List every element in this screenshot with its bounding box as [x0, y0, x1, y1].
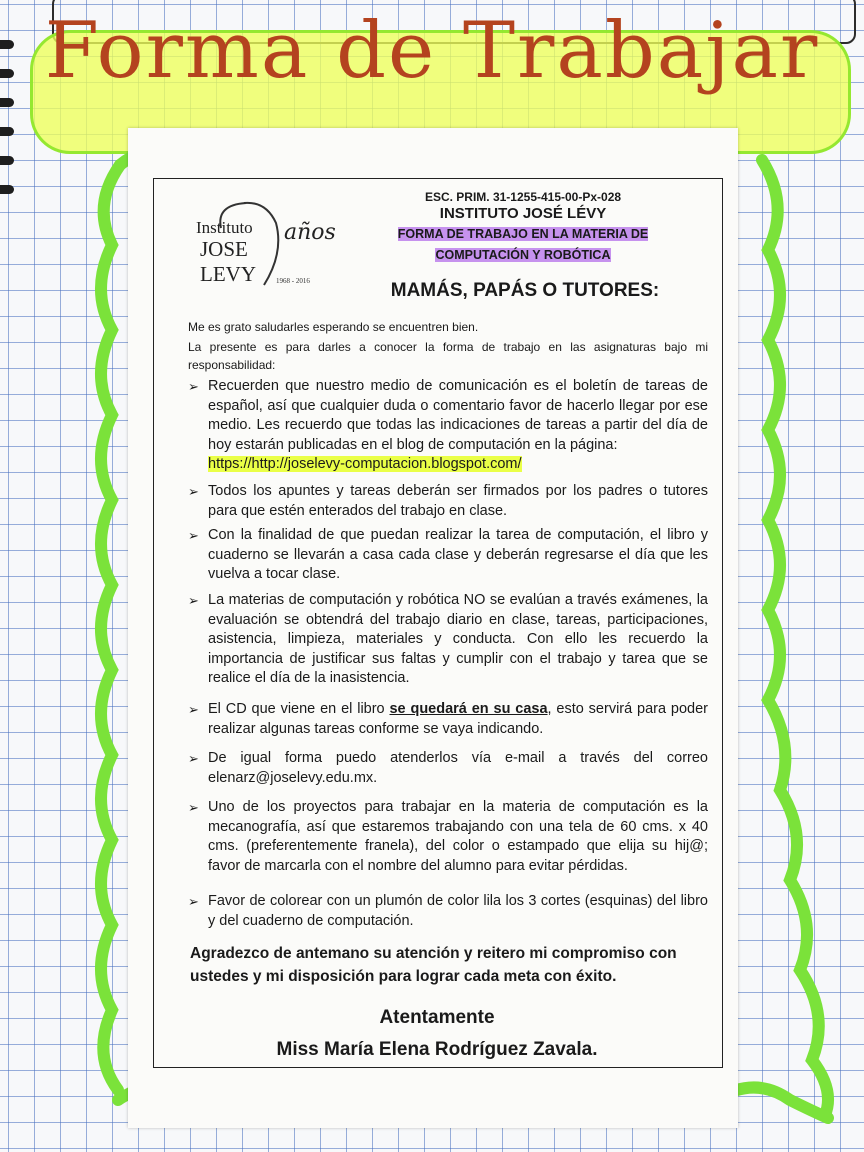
- subject-line-1: FORMA DE TRABAJO EN LA MATERIA DE: [397, 227, 649, 241]
- list-item: ➢ De igual forma puedo atenderlos vía e-mail a través del correo elenarz@joselevy.edu.mx.: [188, 750, 708, 786]
- arrow-bullet-icon: ➢: [188, 593, 199, 608]
- logo-word-instituto: Instituto: [196, 218, 253, 237]
- logo-years: 1968 - 2016: [276, 277, 310, 285]
- audience-heading: MAMÁS, PAPÁS O TUTORES:: [390, 280, 660, 301]
- blog-link[interactable]: https://http://joselevy-computacion.blogspot.com/: [208, 456, 522, 473]
- greeting: Me es grato saludarles esperando se encuentren bien.: [188, 320, 479, 334]
- logo-word-anos: años: [284, 220, 336, 245]
- page-title: Forma de Trabajar: [44, 6, 820, 96]
- subject-line-2: COMPUTACIÓN Y ROBÓTICA: [435, 248, 611, 262]
- purpose: La presente es para darles a conocer la forma de trabajo en las asignaturas bajo mi responsabilidad:: [188, 340, 708, 372]
- arrow-bullet-icon: ➢: [188, 702, 199, 717]
- logo-word-levy: LEVY: [200, 262, 256, 286]
- list-item: ➢ Uno de los proyectos para trabajar en la materia de computación es la mecanografía, así que estaremos trabajando con una tela de 60 cms. x 40 cms. (preferentemente franela), del color o estampado que elija su hij@; favor de marcarla con el nombre del alumno para evitar pérdidas.: [188, 799, 708, 874]
- closing-paragraph: Agradezco de antemano su atención y reitero mi compromiso con ustedes y mi disposición para lograr cada meta con éxito.: [190, 945, 677, 985]
- list-item: ➢ Con la finalidad de que puedan realizar la tarea de computación, el libro y cuaderno se llevarán a casa cada clase y deberán regresarse el día que les vuelva a tocar clase.: [188, 527, 708, 583]
- school-logo: [186, 193, 356, 293]
- arrow-bullet-icon: ➢: [188, 484, 199, 499]
- arrow-bullet-icon: ➢: [188, 379, 199, 394]
- list-item: ➢ Recuerden que nuestro medio de comunicación es el boletín de tareas de español, así que cualquier duda o comentario favor de hacerlo llegar por ese medio. Les recuerdo que todas las indicaciones de tareas a partir del día de hoy estarán publicadas en el blog de computación en la página: https://http://joselevy-computacion.blogspot.com/: [188, 378, 708, 473]
- emphasis-text: se quedará en su casa: [389, 701, 548, 717]
- arrow-bullet-icon: ➢: [188, 894, 199, 909]
- arrow-bullet-icon: ➢: [188, 800, 199, 815]
- list-item: ➢ El CD que viene en el libro se quedará en su casa, esto servirá para poder realizar algunas tareas conforme se vaya indicando.: [188, 701, 708, 737]
- arrow-bullet-icon: ➢: [188, 751, 199, 766]
- list-item: ➢ Favor de colorear con un plumón de color lila los 3 cortes (esquinas) del libro y del cuaderno de computación.: [188, 893, 708, 929]
- sign-off: Atentamente: [379, 1007, 495, 1028]
- school-code: ESC. PRIM. 31-1255-415-00-Px-028: [424, 190, 622, 204]
- signature-name: Miss María Elena Rodríguez Zavala.: [276, 1039, 598, 1060]
- list-item: ➢ La materias de computación y robótica NO se evalúan a través exámenes, la evaluación se obtendrá del trabajo diario en clase, tareas, participaciones, asistencia, limpieza, materiales y conducta. Con ello les recuerdo la importancia de justificar sus faltas y cumplir con el trabajo y tarea que se realice el día de la inasistencia.: [188, 592, 708, 687]
- arrow-bullet-icon: ➢: [188, 528, 199, 543]
- list-item: ➢ Todos los apuntes y tareas deberán ser firmados por los padres o tutores para que estén enterados del trabajo en clase.: [188, 483, 708, 519]
- logo-word-jose: JOSE: [200, 237, 248, 261]
- school-name: INSTITUTO JOSÉ LÉVY: [439, 205, 607, 222]
